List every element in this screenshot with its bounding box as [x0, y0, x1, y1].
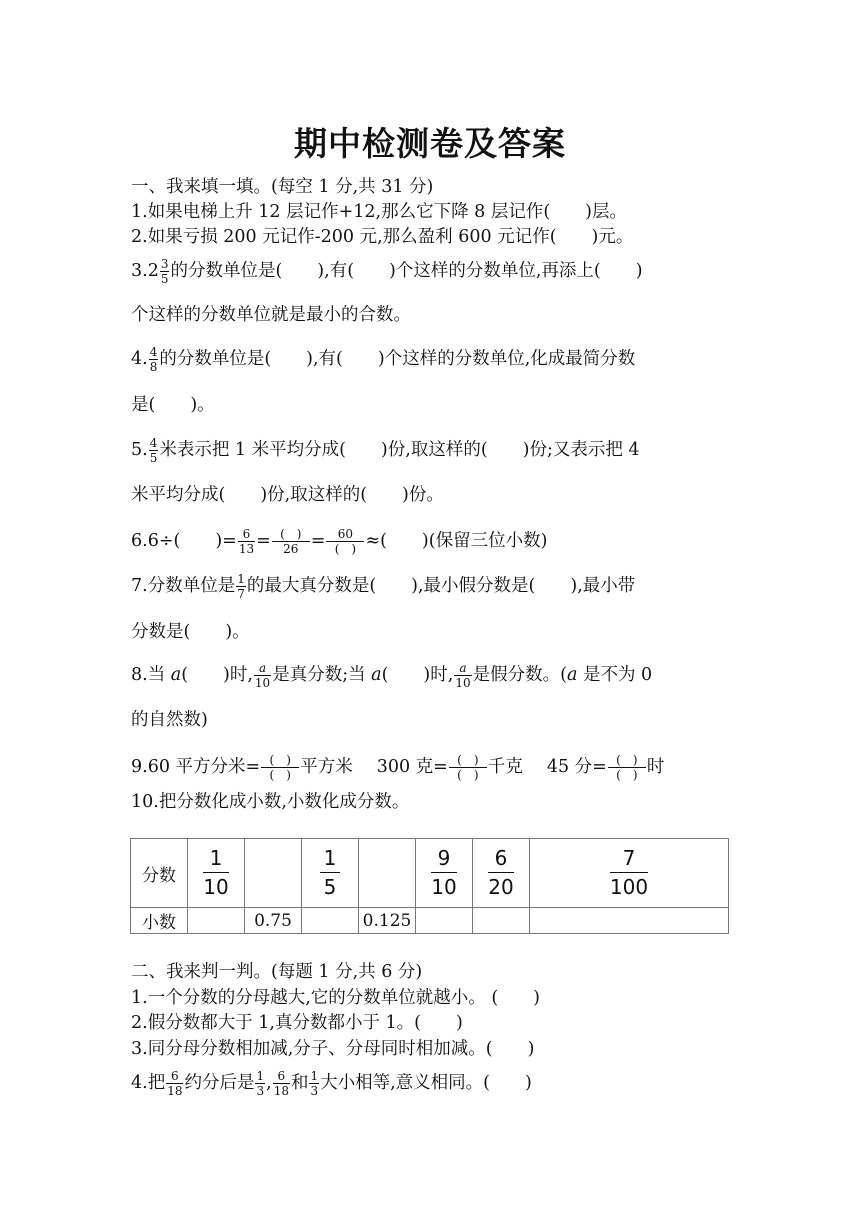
fraction: $\frac{6}{13}$ — [238, 527, 255, 556]
fraction: $\frac{1}{7}$ — [237, 572, 245, 601]
fraction-cell: $\frac{7}{100}$ — [530, 839, 729, 908]
fraction: $\frac{4}{8}$ — [149, 345, 158, 374]
question-10: 10.把分数化成小数,小数化成分数。 — [131, 792, 410, 812]
decimal-cell — [416, 908, 473, 934]
conversion-table — [130, 838, 729, 934]
question-6: 6.6÷( )= $\frac{6}{13}$ = $\frac{( )}{26}$ = $\frac{60}{( )}$ ≈( )(保留三位小数) — [131, 527, 548, 556]
judge-question-1: 1.一个分数的分母越大,它的分数单位就越小。 ( ) — [131, 988, 540, 1008]
decimal-cell — [302, 908, 359, 934]
row-label: 分数 — [131, 839, 188, 908]
fraction-cell: $\frac{9}{10}$ — [416, 839, 473, 908]
decimal-cell: 0.125 — [359, 908, 416, 934]
question-7-line2: 分数是( )。 — [131, 622, 250, 642]
fraction-cell: $\frac{6}{20}$ — [473, 839, 530, 908]
section2-heading: 二、我来判一判。(每题 1 分,共 6 分) — [131, 962, 423, 982]
fraction-cell-empty — [359, 839, 416, 908]
judge-question-2: 2.假分数都大于 1,真分数都小于 1。( ) — [131, 1013, 463, 1033]
decimal-cell — [188, 908, 245, 934]
page-title: 期中检测卷及答案 — [294, 124, 566, 163]
fraction: $\frac{( )}{26}$ — [272, 528, 310, 555]
fraction: $\frac{a}{10}$ — [455, 661, 471, 690]
question-8-line2: 的自然数) — [131, 710, 208, 730]
fraction: $\frac{1}{3}$ — [310, 1069, 319, 1098]
question-1: 1.如果电梯上升 12 层记作+12,那么它下降 8 层记作( )层。 — [131, 202, 627, 222]
row-label: 小数 — [131, 908, 188, 934]
table-row — [131, 839, 729, 908]
question-8: 8.当 a( )时, $\frac{a}{10}$ 是真分数;当 a( )时, $\frac{a}{10}$ 是假分数。(a 是不为 0 — [131, 661, 653, 690]
fraction-cell: $\frac{1}{10}$ — [188, 839, 245, 908]
question-9: 9.60 平方分米= $\frac{( )}{( )}$ 平方米 300 克= $\frac{( )}{( )}$ 千克 45 分= $\frac{( )}{( )}$ 时 — [131, 753, 665, 782]
question-3: 3.2 $\frac{3}{5}$ 的分数单位是( ),有( )个这样的分数单位,再添上( ) — [131, 257, 643, 286]
fraction-cell-empty — [245, 839, 302, 908]
fraction: $\frac{4}{5}$ — [149, 436, 158, 465]
question-5-line2: 米平均分成( )份,取这样的( )份。 — [131, 485, 444, 505]
fraction: $\frac{6}{18}$ — [167, 1069, 183, 1098]
fraction-blank: $\frac{( )}{( )}$ — [261, 754, 299, 781]
fraction-blank: $\frac{( )}{( )}$ — [449, 754, 487, 781]
judge-question-3: 3.同分母分数相加减,分子、分母同时相加减。( ) — [131, 1039, 535, 1059]
question-7: 7.分数单位是 $\frac{1}{7}$ 的最大真分数是( ),最小假分数是( ),最小带 — [131, 572, 636, 601]
fraction: $\frac{a}{10}$ — [254, 661, 271, 690]
section1-heading: 一、我来填一填。(每空 1 分,共 31 分) — [131, 177, 434, 197]
fraction-blank: $\frac{( )}{( )}$ — [608, 754, 646, 781]
decimal-cell: 0.75 — [245, 908, 302, 934]
fraction: $\frac{1}{3}$ — [256, 1069, 265, 1098]
decimal-cell — [530, 908, 729, 934]
table-row — [131, 908, 729, 934]
judge-question-4: 4.把 $\frac{6}{18}$ 约分后是 $\frac{1}{3}$ , $\frac{6}{18}$ 和 $\frac{1}{3}$ 大小相等,意义相同。( ) — [131, 1069, 532, 1098]
fraction-cell: $\frac{1}{5}$ — [302, 839, 359, 908]
question-5: 5. $\frac{4}{5}$ 米表示把 1 米平均分成( )份,取这样的( )份;又表示把 4 — [131, 436, 640, 465]
question-3-line2: 个这样的分数单位就是最小的合数。 — [131, 305, 411, 325]
question-4: 4. $\frac{4}{8}$ 的分数单位是( ),有( )个这样的分数单位,化成最简分数 — [131, 345, 636, 374]
question-4-line2: 是( )。 — [131, 395, 215, 415]
fraction: $\frac{6}{18}$ — [273, 1069, 289, 1098]
fraction: $\frac{60}{( )}$ — [326, 528, 364, 555]
fraction: $\frac{3}{5}$ — [160, 257, 169, 286]
question-2: 2.如果亏损 200 元记作-200 元,那么盈利 600 元记作( )元。 — [131, 227, 634, 247]
decimal-cell — [473, 908, 530, 934]
